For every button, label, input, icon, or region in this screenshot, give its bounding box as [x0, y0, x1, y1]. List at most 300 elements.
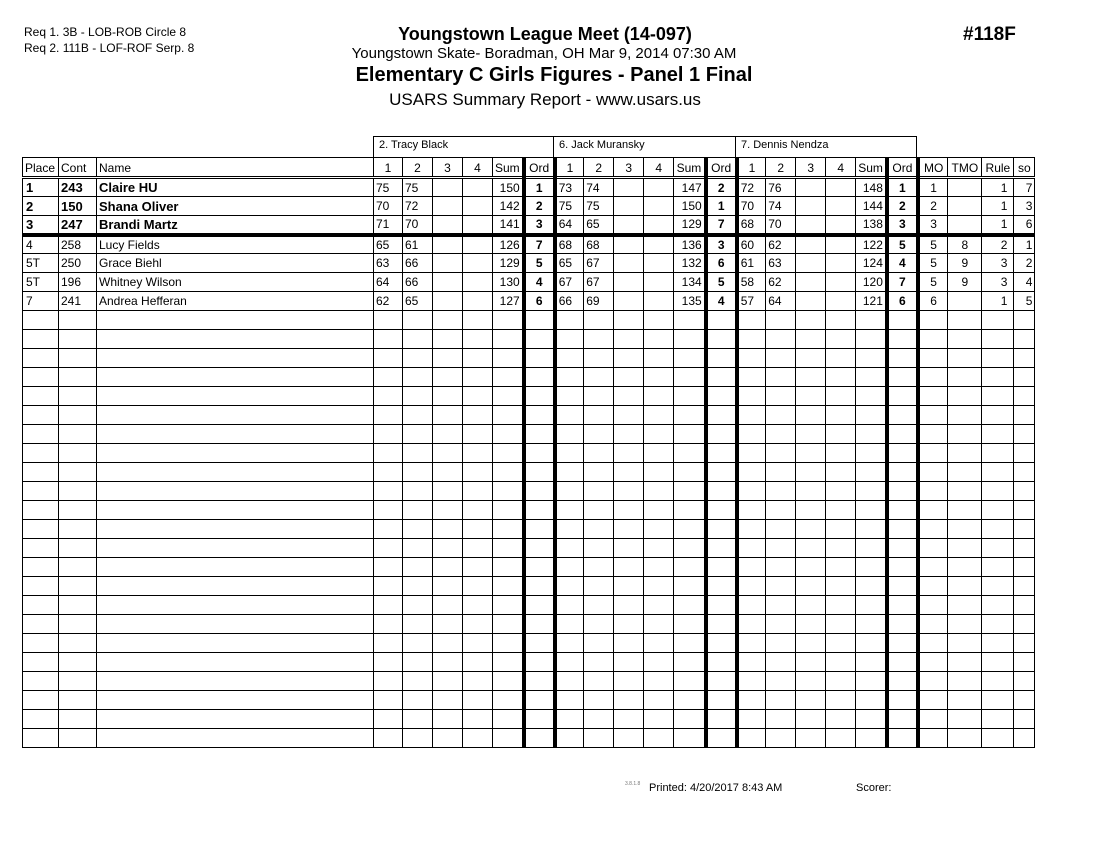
judge3-score-1: 74	[766, 197, 796, 216]
empty-row	[23, 482, 1035, 501]
empty-cell	[493, 501, 524, 520]
judge3-score-1: 62	[766, 235, 796, 254]
empty-cell	[493, 406, 524, 425]
empty-cell	[403, 425, 433, 444]
empty-cell	[674, 596, 706, 615]
empty-cell	[737, 425, 766, 444]
judge1-score-0: 75	[374, 178, 403, 197]
empty-cell	[644, 311, 674, 330]
empty-cell	[374, 482, 403, 501]
empty-cell	[737, 463, 766, 482]
empty-cell	[674, 444, 706, 463]
empty-cell	[97, 406, 374, 425]
empty-cell	[887, 501, 918, 520]
rule-cell: 1	[982, 178, 1014, 197]
empty-cell	[614, 444, 644, 463]
empty-cell	[644, 425, 674, 444]
judge3-score-4: 148	[856, 178, 887, 197]
empty-cell	[674, 463, 706, 482]
judge2-score-0: 67	[555, 273, 584, 292]
empty-cell	[433, 387, 463, 406]
empty-cell	[826, 672, 856, 691]
empty-cell	[766, 558, 796, 577]
name-cell: Andrea Hefferan	[97, 292, 374, 311]
empty-cell	[737, 368, 766, 387]
empty-cell	[555, 691, 584, 710]
empty-cell	[433, 596, 463, 615]
empty-cell	[59, 596, 97, 615]
empty-cell	[674, 520, 706, 539]
empty-cell	[706, 520, 737, 539]
empty-cell	[856, 406, 887, 425]
requirement-2: Req 2. 111B - LOF-ROF Serp. 8	[24, 41, 195, 55]
empty-cell	[982, 482, 1014, 501]
empty-cell	[706, 615, 737, 634]
empty-cell	[982, 368, 1014, 387]
empty-cell	[982, 406, 1014, 425]
judge3-score-1: 63	[766, 254, 796, 273]
empty-cell	[826, 349, 856, 368]
empty-cell	[493, 387, 524, 406]
empty-cell	[584, 729, 614, 748]
judge2-score-0: 68	[555, 235, 584, 254]
empty-cell	[766, 691, 796, 710]
empty-cell	[948, 425, 982, 444]
empty-cell	[614, 482, 644, 501]
empty-cell	[674, 482, 706, 501]
empty-cell	[374, 577, 403, 596]
judge3-score-0: 68	[737, 216, 766, 235]
empty-cell	[374, 596, 403, 615]
empty-cell	[23, 596, 59, 615]
empty-cell	[737, 577, 766, 596]
empty-cell	[59, 653, 97, 672]
judge2-score-2	[614, 254, 644, 273]
empty-cell	[584, 482, 614, 501]
empty-cell	[674, 425, 706, 444]
empty-cell	[433, 710, 463, 729]
empty-cell	[918, 501, 948, 520]
empty-cell	[23, 368, 59, 387]
empty-cell	[887, 634, 918, 653]
empty-cell	[374, 330, 403, 349]
empty-cell	[524, 387, 555, 406]
empty-cell	[887, 349, 918, 368]
empty-cell	[555, 577, 584, 596]
empty-cell	[706, 672, 737, 691]
rule-cell: 1	[982, 292, 1014, 311]
empty-cell	[737, 558, 766, 577]
empty-cell	[1014, 482, 1035, 501]
judge1-score-5: 3	[524, 216, 555, 235]
empty-cell	[674, 501, 706, 520]
empty-cell	[982, 539, 1014, 558]
empty-cell	[97, 577, 374, 596]
empty-cell	[674, 311, 706, 330]
empty-cell	[948, 653, 982, 672]
empty-cell	[982, 463, 1014, 482]
place-cell: 5T	[23, 254, 59, 273]
col-header-judge2-5: Ord	[706, 158, 737, 178]
empty-cell	[524, 710, 555, 729]
empty-cell	[644, 368, 674, 387]
empty-cell	[737, 444, 766, 463]
empty-cell	[23, 729, 59, 748]
judge3-score-5: 5	[887, 235, 918, 254]
judge2-score-4: 150	[674, 197, 706, 216]
empty-cell	[706, 482, 737, 501]
empty-cell	[766, 596, 796, 615]
empty-cell	[766, 349, 796, 368]
empty-cell	[826, 558, 856, 577]
judge3-score-0: 57	[737, 292, 766, 311]
empty-cell	[59, 425, 97, 444]
empty-cell	[1014, 539, 1035, 558]
empty-cell	[584, 425, 614, 444]
col-header-so: so	[1014, 158, 1035, 178]
judge3-score-2	[796, 197, 826, 216]
empty-cell	[856, 520, 887, 539]
empty-cell	[493, 691, 524, 710]
empty-cell	[856, 444, 887, 463]
empty-cell	[948, 558, 982, 577]
empty-cell	[948, 710, 982, 729]
empty-cell	[766, 482, 796, 501]
so-cell: 2	[1014, 254, 1035, 273]
name-cell: Lucy Fields	[97, 235, 374, 254]
judge2-score-1: 68	[584, 235, 614, 254]
judge2-score-1: 67	[584, 254, 614, 273]
col-header-judge3-2: 3	[796, 158, 826, 178]
empty-cell	[614, 634, 644, 653]
empty-cell	[524, 330, 555, 349]
empty-cell	[948, 634, 982, 653]
empty-cell	[1014, 425, 1035, 444]
judge2-score-0: 66	[555, 292, 584, 311]
printed-timestamp: Printed: 4/20/2017 8:43 AM	[649, 782, 783, 794]
empty-cell	[59, 368, 97, 387]
empty-cell	[614, 425, 644, 444]
empty-cell	[584, 368, 614, 387]
empty-cell	[887, 368, 918, 387]
empty-cell	[463, 425, 493, 444]
judge1-score-3	[463, 254, 493, 273]
empty-cell	[948, 520, 982, 539]
judge2-score-3	[644, 197, 674, 216]
empty-cell	[982, 596, 1014, 615]
empty-cell	[97, 710, 374, 729]
empty-cell	[555, 330, 584, 349]
empty-cell	[796, 425, 826, 444]
empty-cell	[493, 311, 524, 330]
empty-cell	[856, 482, 887, 501]
judge2-score-3	[644, 178, 674, 197]
empty-cell	[887, 444, 918, 463]
empty-cell	[674, 539, 706, 558]
empty-cell	[706, 558, 737, 577]
empty-cell	[493, 634, 524, 653]
empty-cell	[1014, 330, 1035, 349]
empty-row	[23, 577, 1035, 596]
empty-cell	[948, 444, 982, 463]
empty-cell	[493, 330, 524, 349]
empty-cell	[918, 558, 948, 577]
judge3-score-0: 72	[737, 178, 766, 197]
empty-cell	[644, 406, 674, 425]
empty-cell	[948, 596, 982, 615]
empty-cell	[23, 558, 59, 577]
empty-cell	[614, 729, 644, 748]
judge3-score-1: 62	[766, 273, 796, 292]
empty-cell	[59, 672, 97, 691]
judge2-score-4: 135	[674, 292, 706, 311]
empty-cell	[463, 691, 493, 710]
empty-cell	[766, 615, 796, 634]
empty-cell	[59, 577, 97, 596]
empty-cell	[706, 501, 737, 520]
empty-cell	[1014, 615, 1035, 634]
col-header-rule: Rule	[982, 158, 1014, 178]
empty-cell	[584, 710, 614, 729]
empty-cell	[433, 330, 463, 349]
table-row	[23, 178, 1035, 197]
empty-cell	[97, 558, 374, 577]
empty-cell	[59, 634, 97, 653]
cont-cell: 150	[59, 197, 97, 216]
empty-cell	[826, 444, 856, 463]
empty-cell	[982, 520, 1014, 539]
empty-cell	[493, 520, 524, 539]
judge1-score-4: 127	[493, 292, 524, 311]
empty-cell	[555, 615, 584, 634]
judge1-score-5: 6	[524, 292, 555, 311]
empty-cell	[584, 539, 614, 558]
empty-cell	[59, 349, 97, 368]
empty-cell	[584, 615, 614, 634]
rule-cell: 2	[982, 235, 1014, 254]
empty-cell	[374, 672, 403, 691]
empty-cell	[737, 501, 766, 520]
empty-cell	[493, 463, 524, 482]
scorer-label: Scorer:	[856, 782, 892, 794]
judge1-score-2	[433, 178, 463, 197]
empty-cell	[1014, 672, 1035, 691]
empty-cell	[555, 349, 584, 368]
empty-cell	[674, 691, 706, 710]
place-cell: 7	[23, 292, 59, 311]
empty-cell	[463, 710, 493, 729]
cont-cell: 241	[59, 292, 97, 311]
empty-cell	[982, 634, 1014, 653]
empty-cell	[97, 387, 374, 406]
requirement-1: Req 1. 3B - LOB-ROB Circle 8	[24, 25, 187, 39]
empty-cell	[524, 311, 555, 330]
empty-cell	[584, 577, 614, 596]
empty-cell	[403, 577, 433, 596]
empty-cell	[856, 596, 887, 615]
empty-cell	[737, 330, 766, 349]
empty-cell	[644, 615, 674, 634]
judge2-score-0: 73	[555, 178, 584, 197]
empty-cell	[97, 634, 374, 653]
empty-cell	[918, 330, 948, 349]
empty-cell	[796, 387, 826, 406]
empty-cell	[826, 387, 856, 406]
empty-cell	[493, 368, 524, 387]
empty-cell	[374, 425, 403, 444]
empty-cell	[737, 691, 766, 710]
empty-cell	[524, 596, 555, 615]
empty-cell	[374, 368, 403, 387]
empty-cell	[856, 691, 887, 710]
judge1-score-0: 70	[374, 197, 403, 216]
empty-cell	[674, 729, 706, 748]
empty-row	[23, 520, 1035, 539]
so-cell: 6	[1014, 216, 1035, 235]
empty-row	[23, 368, 1035, 387]
empty-cell	[1014, 501, 1035, 520]
empty-cell	[918, 672, 948, 691]
empty-cell	[706, 729, 737, 748]
judge2-score-1: 67	[584, 273, 614, 292]
empty-cell	[1014, 710, 1035, 729]
empty-cell	[948, 311, 982, 330]
empty-cell	[796, 729, 826, 748]
col-header-judge3-3: 4	[826, 158, 856, 178]
empty-cell	[1014, 349, 1035, 368]
empty-cell	[674, 406, 706, 425]
empty-cell	[493, 729, 524, 748]
judge1-score-0: 64	[374, 273, 403, 292]
empty-cell	[796, 672, 826, 691]
empty-cell	[856, 672, 887, 691]
empty-cell	[856, 615, 887, 634]
empty-cell	[403, 501, 433, 520]
empty-cell	[97, 729, 374, 748]
empty-cell	[97, 615, 374, 634]
judge3-score-3	[826, 178, 856, 197]
empty-cell	[463, 330, 493, 349]
table-row	[23, 235, 1035, 254]
judge1-score-0: 71	[374, 216, 403, 235]
table-row	[23, 254, 1035, 273]
empty-cell	[918, 368, 948, 387]
empty-cell	[674, 387, 706, 406]
judge3-score-2	[796, 254, 826, 273]
empty-cell	[856, 577, 887, 596]
empty-cell	[584, 406, 614, 425]
empty-cell	[23, 425, 59, 444]
empty-cell	[433, 406, 463, 425]
empty-cell	[555, 558, 584, 577]
judge2-score-0: 64	[555, 216, 584, 235]
empty-cell	[555, 368, 584, 387]
judge1-score-4: 129	[493, 254, 524, 273]
place-cell: 4	[23, 235, 59, 254]
judge2-score-3	[644, 292, 674, 311]
judge1-score-2	[433, 254, 463, 273]
empty-cell	[737, 615, 766, 634]
empty-cell	[463, 501, 493, 520]
name-cell: Grace Biehl	[97, 254, 374, 273]
empty-cell	[614, 520, 644, 539]
empty-cell	[948, 406, 982, 425]
empty-cell	[887, 463, 918, 482]
empty-cell	[644, 653, 674, 672]
empty-cell	[97, 482, 374, 501]
empty-cell	[374, 615, 403, 634]
judge3-score-5: 6	[887, 292, 918, 311]
empty-cell	[614, 539, 644, 558]
empty-row	[23, 539, 1035, 558]
judge1-score-3	[463, 292, 493, 311]
empty-cell	[706, 596, 737, 615]
empty-cell	[918, 691, 948, 710]
judge2-score-3	[644, 235, 674, 254]
empty-cell	[982, 691, 1014, 710]
empty-row	[23, 501, 1035, 520]
empty-cell	[644, 520, 674, 539]
empty-cell	[674, 577, 706, 596]
empty-cell	[706, 311, 737, 330]
empty-cell	[766, 539, 796, 558]
judge1-score-1: 66	[403, 254, 433, 273]
empty-row	[23, 463, 1035, 482]
empty-cell	[463, 558, 493, 577]
place-cell: 1	[23, 178, 59, 197]
empty-cell	[706, 330, 737, 349]
empty-cell	[706, 634, 737, 653]
judge1-score-3	[463, 273, 493, 292]
empty-cell	[403, 406, 433, 425]
empty-cell	[433, 691, 463, 710]
empty-cell	[887, 672, 918, 691]
empty-cell	[555, 729, 584, 748]
empty-cell	[463, 463, 493, 482]
table-row	[23, 273, 1035, 292]
empty-cell	[463, 653, 493, 672]
empty-cell	[982, 311, 1014, 330]
tmo-cell	[948, 178, 982, 197]
empty-cell	[493, 482, 524, 501]
empty-cell	[403, 596, 433, 615]
empty-cell	[614, 615, 644, 634]
empty-cell	[766, 634, 796, 653]
empty-cell	[374, 653, 403, 672]
empty-cell	[1014, 444, 1035, 463]
judge3-score-0: 70	[737, 197, 766, 216]
empty-cell	[674, 710, 706, 729]
judge3-score-0: 58	[737, 273, 766, 292]
empty-cell	[374, 501, 403, 520]
empty-cell	[493, 653, 524, 672]
empty-cell	[856, 539, 887, 558]
empty-cell	[982, 577, 1014, 596]
empty-cell	[403, 482, 433, 501]
empty-cell	[948, 539, 982, 558]
empty-cell	[555, 539, 584, 558]
empty-cell	[826, 577, 856, 596]
empty-cell	[796, 482, 826, 501]
empty-cell	[493, 425, 524, 444]
tmo-cell: 9	[948, 273, 982, 292]
empty-cell	[59, 691, 97, 710]
judge1-score-4: 142	[493, 197, 524, 216]
col-header-judge1-0: 1	[374, 158, 403, 178]
rule-cell: 3	[982, 254, 1014, 273]
empty-cell	[826, 368, 856, 387]
empty-cell	[766, 710, 796, 729]
